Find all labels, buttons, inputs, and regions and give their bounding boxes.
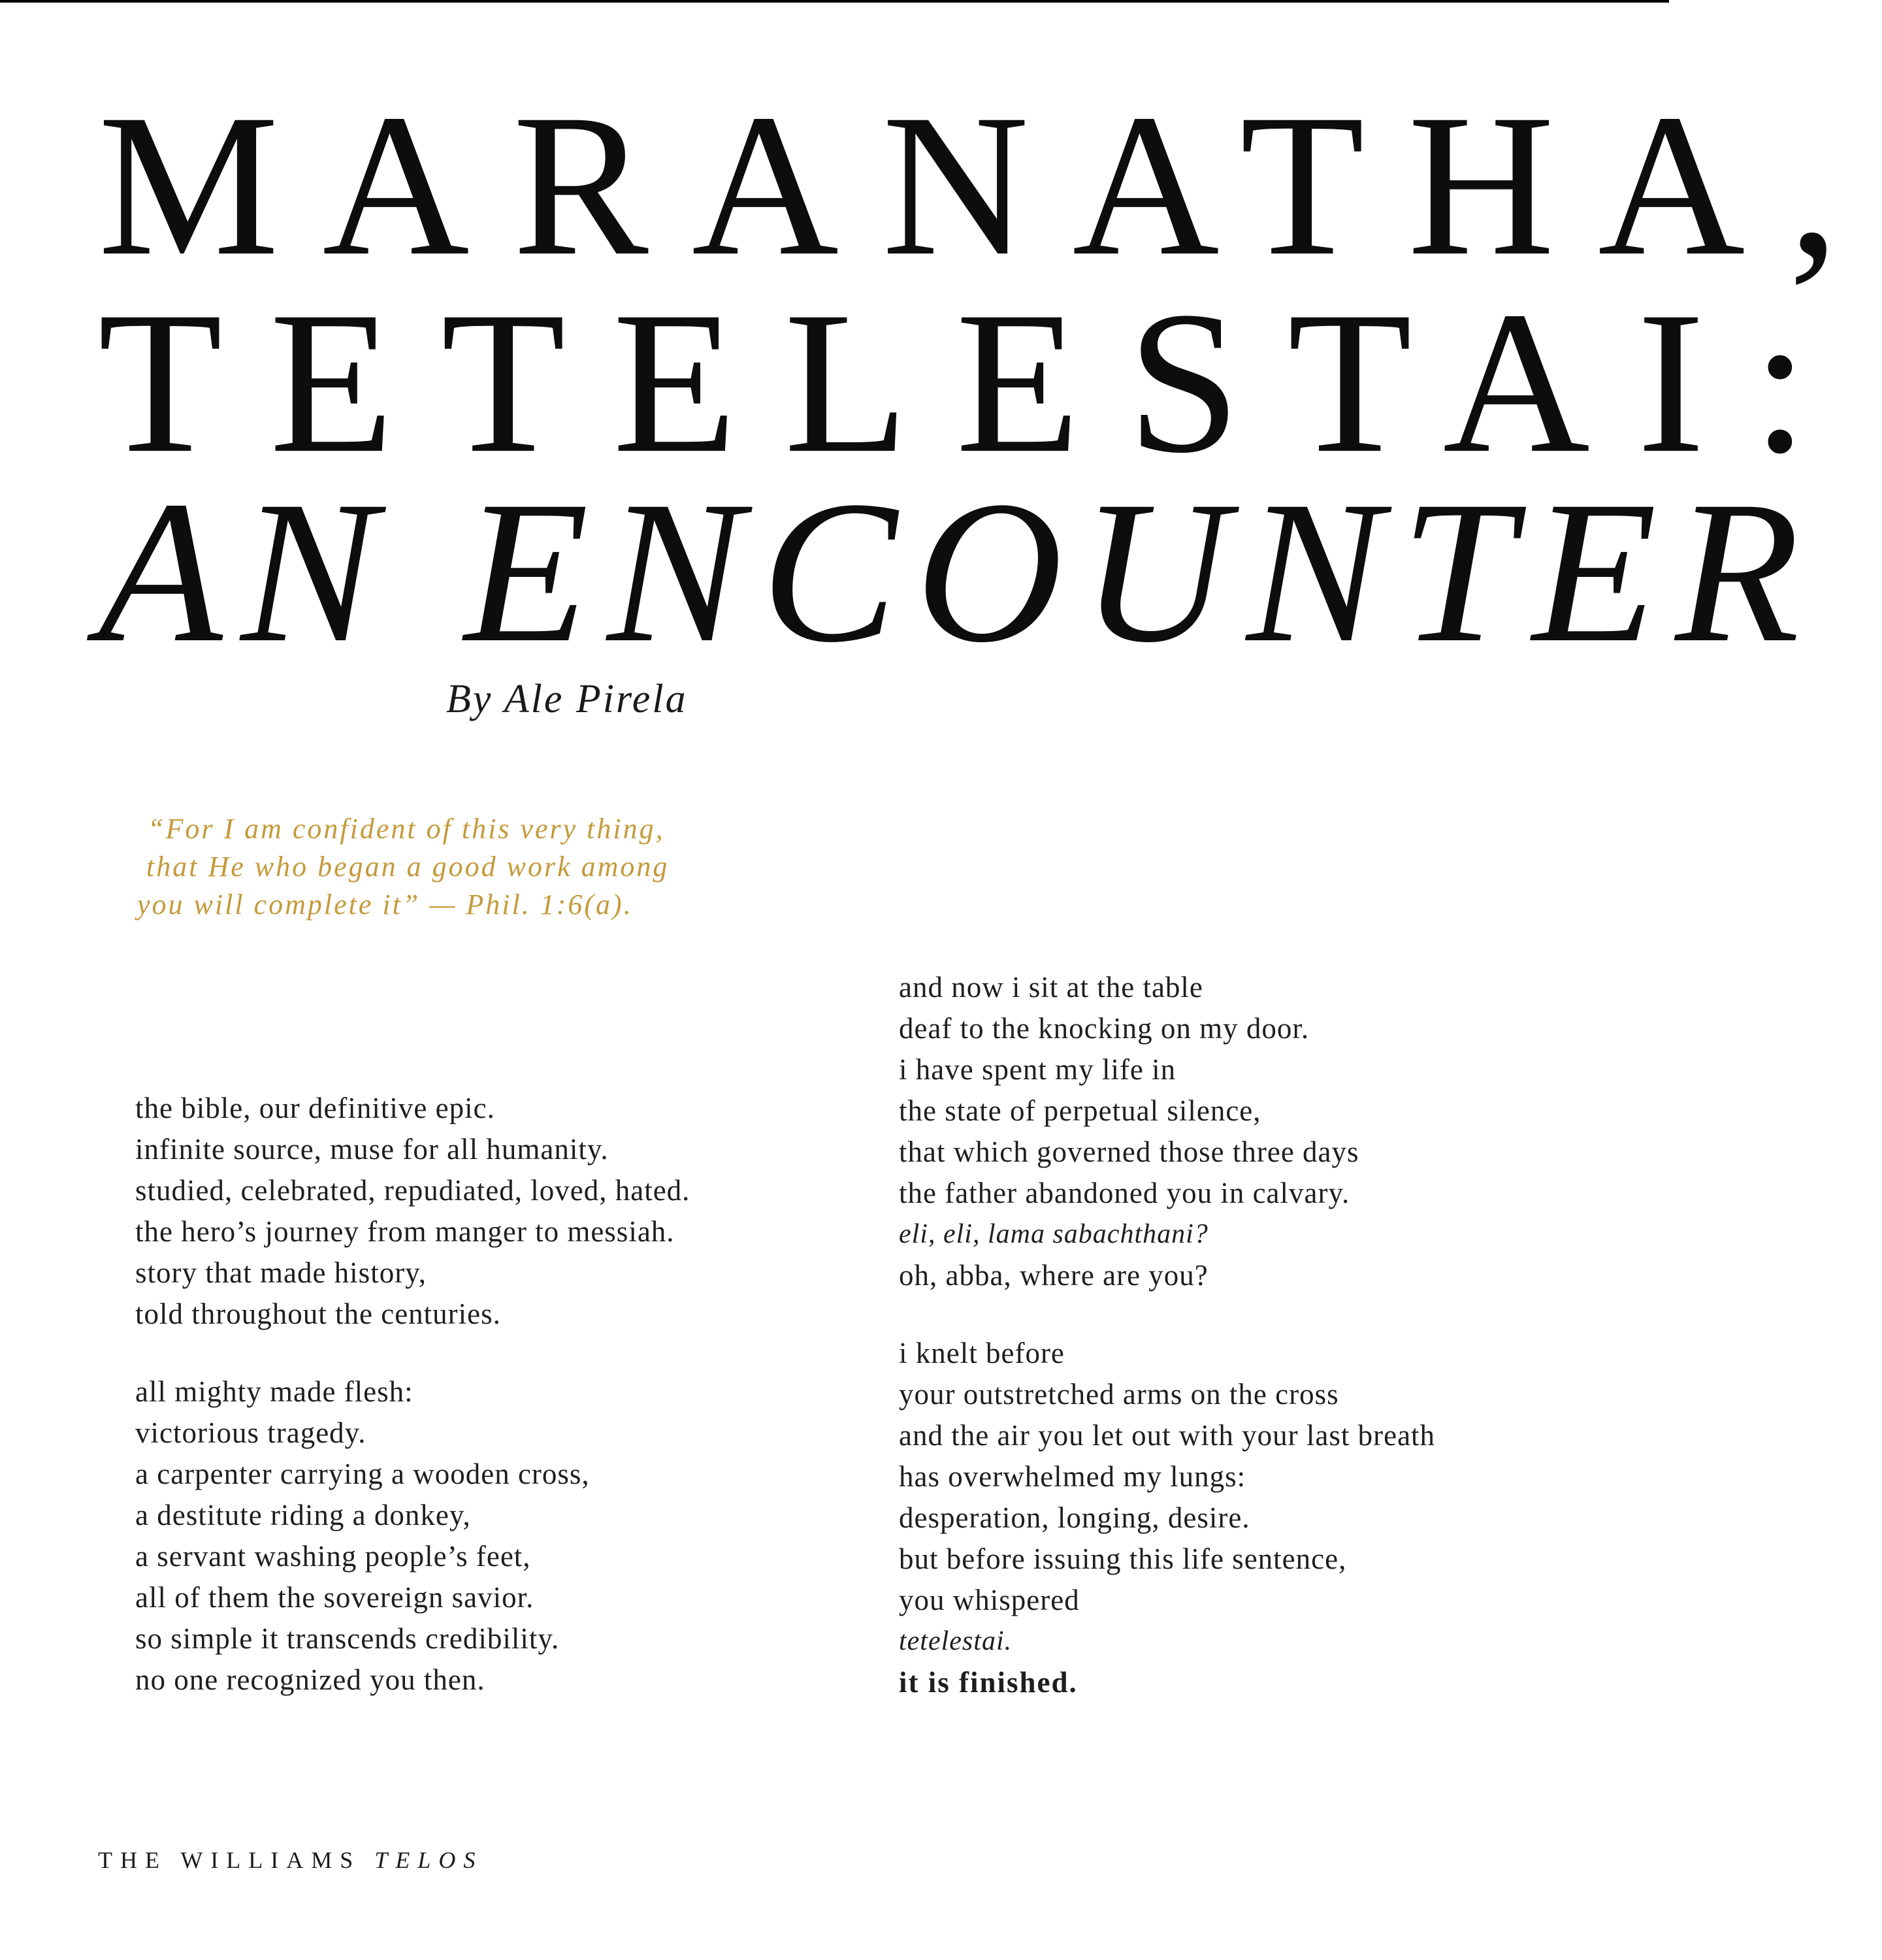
poem-line: the state of perpetual silence, <box>899 1094 1261 1127</box>
title-line-1: MARANATHA, <box>98 73 1882 298</box>
poem-line: a destitute riding a donkey, <box>135 1499 471 1531</box>
poem-line: a carpenter carrying a wooden cross, <box>135 1458 590 1490</box>
poem-line: and now i sit at the table <box>899 971 1203 1004</box>
poem-left-column <box>135 1088 854 1701</box>
stanza <box>135 1371 854 1701</box>
poem-line: story that made history, <box>135 1256 427 1289</box>
poem-line: your outstretched arms on the cross <box>899 1378 1339 1411</box>
title-line-2: TETELESTAI: <box>98 270 1856 495</box>
poem-line: i have spent my life in <box>899 1053 1176 1086</box>
poem-line: has overwhelmed my lungs: <box>899 1460 1246 1493</box>
footer-publication <box>98 1846 483 1874</box>
poem-line: victorious tragedy. <box>135 1416 366 1449</box>
epigraph-line: “For I am confident of this very thing, <box>148 813 665 845</box>
poem-line: so simple it transcends credibility. <box>135 1622 560 1655</box>
poem-line: infinite source, muse for all humanity. <box>135 1133 609 1166</box>
poem-line: but before issuing this life sentence, <box>899 1543 1347 1575</box>
poem-line: all of them the sovereign savior. <box>135 1581 534 1614</box>
epigraph-line: you will complete it” — Phil. 1:6(a). <box>137 889 633 921</box>
poem-line: a servant washing people’s feet, <box>135 1540 531 1573</box>
poem-line: you whispered <box>899 1584 1080 1616</box>
title-line-3: AN ENCOUNTER <box>98 459 1818 685</box>
poem-line-italic: tetelestai. <box>899 1626 1013 1656</box>
byline: By Ale Pirela <box>446 677 688 721</box>
poem-line-bold: it is finished. <box>899 1666 1078 1699</box>
stanza <box>135 1088 854 1335</box>
poem-line: no one recognized you then. <box>135 1663 485 1696</box>
poem-line: deaf to the knocking on my door. <box>899 1012 1310 1045</box>
poem-line: all mighty made flesh: <box>135 1375 414 1408</box>
footer-publication-italic: TELOS <box>374 1847 483 1873</box>
poem-line: and the air you let out with your last breath <box>899 1419 1436 1452</box>
poem-line: the bible, our definitive epic. <box>135 1092 495 1124</box>
stanza <box>899 967 1617 1296</box>
poem-line: the father abandoned you in calvary. <box>899 1177 1350 1209</box>
poem-line: told throughout the centuries. <box>135 1298 501 1330</box>
poem-line: studied, celebrated, repudiated, loved, hated. <box>135 1174 690 1207</box>
poem-right-column <box>899 967 1617 1703</box>
top-rule <box>0 0 1669 3</box>
epigraph-line: that He who began a good work among <box>146 851 670 883</box>
footer-publication-name: THE WILLIAMS <box>98 1847 361 1873</box>
poem-line: that which governed those three days <box>899 1135 1359 1168</box>
poem-line-italic: eli, eli, lama sabachthani? <box>899 1219 1209 1249</box>
stanza <box>899 1333 1617 1703</box>
poem-line: the hero’s journey from manger to messiah. <box>135 1215 675 1248</box>
poem-line: desperation, longing, desire. <box>899 1501 1250 1534</box>
poem-line: oh, abba, where are you? <box>899 1259 1209 1292</box>
epigraph <box>137 810 725 924</box>
poem-line: i knelt before <box>899 1337 1065 1369</box>
